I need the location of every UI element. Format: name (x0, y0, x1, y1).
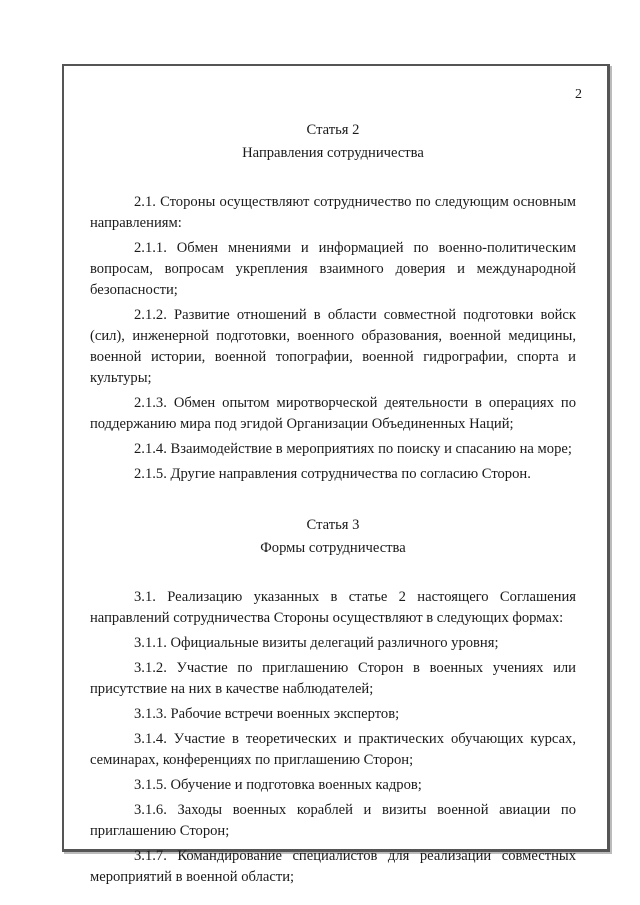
paragraph: 3.1. Реализацию указанных в статье 2 настоящего Соглашения направлений сотрудничества Стороны осуществляют в следующих формах: (90, 589, 576, 626)
paragraph: 2.1.5. Другие направления сотрудничества по согласию Сторон. (134, 466, 531, 482)
paragraph: 3.1.6. Заходы военных кораблей и визиты военной авиации по приглашению Сторон; (90, 802, 576, 839)
article-heading: Статья 3 (306, 517, 360, 533)
paragraph: 2.1.3. Обмен опытом миротворческой деятельности в операциях по поддержанию мира под эгидой Организации Объединенных Наций; (90, 395, 576, 432)
page-number: 2 (575, 87, 582, 102)
paragraph: 3.1.5. Обучение и подготовка военных кадров; (134, 777, 422, 793)
article-title: Формы сотрудничества (260, 540, 406, 556)
article-heading: Статья 2 (306, 122, 360, 138)
paragraph: 2.1.2. Развитие отношений в области совместной подготовки войск (сил), инженерной подготовки, военного образования, военной медицины, военной истории, военной топографии, военной гидрографии, спорта и культуры; (90, 307, 576, 386)
article-2 (90, 120, 576, 485)
paragraph: 3.1.7. Командирование специалистов для реализации совместных мероприятий в военной области; (90, 848, 576, 885)
article-title: Направления сотрудничества (242, 145, 424, 161)
paragraph: 3.1.3. Рабочие встречи военных экспертов; (134, 706, 400, 722)
paragraph: 2.1. Стороны осуществляют сотрудничество по следующим основным направлениям: (90, 194, 576, 231)
paragraph: 3.1.2. Участие по приглашению Сторон в военных учениях или присутствие на них в качестве наблюдателей; (90, 660, 576, 697)
paragraph: 3.1.4. Участие в теоретических и практических обучающих курсах, семинарах, конференциях по приглашению Сторон; (90, 731, 576, 768)
document-body (90, 120, 576, 892)
paragraph: 2.1.4. Взаимодействие в мероприятиях по поиску и спасанию на море; (134, 441, 572, 457)
paragraph: 2.1.1. Обмен мнениями и информацией по военно-политическим вопросам, вопросам укрепления взаимного доверия и международной безопасности; (90, 240, 576, 298)
article-3 (90, 515, 576, 888)
paragraph: 3.1.1. Официальные визиты делегаций различного уровня; (134, 635, 499, 651)
